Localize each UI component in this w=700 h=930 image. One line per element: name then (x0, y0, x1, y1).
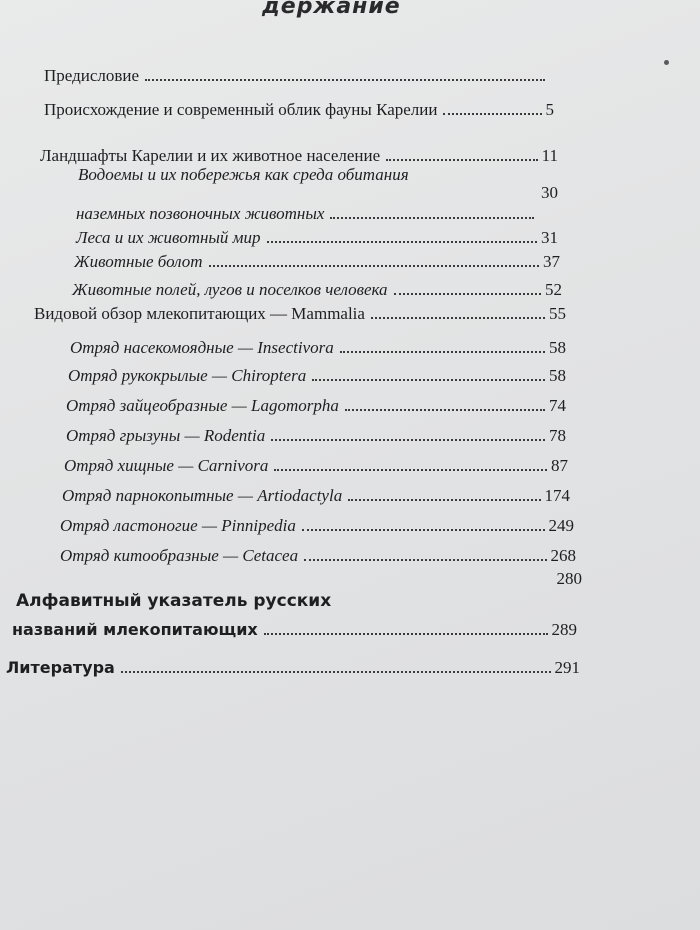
toc-entry-artiodactyla[interactable] (62, 486, 570, 506)
toc-entry-text: Ландшафты Карелии и их животное население (40, 146, 381, 165)
toc-entry-text: наземных позвоночных животных (76, 204, 325, 223)
toc-entry-page: 52 (545, 280, 562, 299)
toc-entry-text: Алфавитный указатель русских (16, 591, 332, 611)
toc-entry-text: Отряд грызуны — Rodentia (66, 426, 266, 445)
dot-leader (443, 113, 541, 115)
toc-entry-page: 58 (549, 366, 566, 385)
toc-entry-rodentia[interactable] (66, 426, 566, 446)
toc-entry-text: названий млекопитающих (12, 620, 258, 639)
toc-entry-literature[interactable] (6, 658, 580, 678)
toc-entry-text: Отряд рукокрылые — Chiroptera (68, 366, 307, 385)
toc-entry-text: Водоемы и их побережья как среда обитания (78, 165, 409, 184)
toc-entry-origin[interactable] (44, 100, 554, 120)
toc-entry-text: Отряд хищные — Carnivora (64, 456, 269, 475)
toc-entry-page: 174 (544, 486, 570, 505)
toc-entry-water-line1[interactable] (78, 164, 558, 202)
toc-entry-text: Предисловие (44, 66, 140, 85)
dot-leader (121, 671, 551, 673)
dot-leader (274, 469, 547, 471)
toc-entry-text: Отряд насекомоядные — Insectivora (70, 338, 334, 357)
toc-entry-page: 78 (549, 426, 566, 445)
toc-entry-page: 291 (554, 658, 580, 677)
toc-entry-text: Происхождение и современный облик фауны Карелии (44, 100, 438, 119)
toc-entry-water-line2[interactable] (76, 204, 538, 224)
toc-entry-page: 249 (548, 516, 574, 535)
dot-leader (209, 265, 539, 267)
toc-entry-page-prev: 280 (556, 569, 582, 588)
toc-entry-carnivora[interactable] (64, 456, 568, 476)
toc-entry-insectivora[interactable] (70, 338, 566, 358)
dot-leader (264, 633, 548, 635)
toc-entry-text: Животные болот (74, 252, 203, 271)
dot-leader (145, 79, 545, 81)
toc-entry-page: 37 (543, 252, 560, 271)
toc-entry-page: 5 (545, 100, 554, 119)
dot-leader (302, 529, 545, 531)
toc-entry-mammals[interactable] (34, 304, 566, 324)
toc-entry-lagomorpha[interactable] (66, 396, 566, 416)
toc-entry-page: 58 (549, 338, 566, 357)
dot-leader (345, 409, 545, 411)
toc-entry-text: Литература (6, 658, 115, 677)
toc-entry-chiroptera[interactable] (68, 366, 566, 386)
toc-entry-text: Отряд китообразные — Cetacea (60, 546, 299, 565)
toc-entry-preface[interactable] (44, 66, 549, 86)
dot-leader (271, 439, 545, 441)
toc-entry-bogs[interactable] (74, 252, 560, 272)
toc-entry-text: Животные полей, лугов и поселков человека (72, 280, 388, 299)
toc-entry-text: Леса и их животный мир (76, 228, 261, 247)
dot-leader (330, 217, 534, 219)
toc-entry-text: Отряд зайцеобразные — Lagomorpha (66, 396, 339, 415)
dot-leader (340, 351, 545, 353)
dot-leader (348, 499, 540, 501)
dot-leader (267, 241, 537, 243)
toc-entry-index-line1[interactable] (16, 569, 582, 612)
dot-leader (386, 159, 537, 161)
toc-entry-page: 55 (549, 304, 566, 323)
toc-entry-text: Отряд ластоногие — Pinnipedia (60, 516, 296, 535)
toc-entry-page: 31 (541, 228, 558, 247)
toc-entry-page: 87 (551, 456, 568, 475)
toc-entry-text: Видовой обзор млекопитающих — Mammalia (34, 304, 365, 323)
toc-entry-page: 289 (551, 620, 577, 639)
toc-entry-page: 30 (541, 183, 558, 202)
toc-entry-cetacea[interactable] (60, 546, 576, 566)
toc-entry-text: Отряд парнокопытные — Artiodactyla (62, 486, 343, 505)
toc-entry-landscapes[interactable] (40, 146, 558, 166)
toc-entry-pinnipedia[interactable] (60, 516, 574, 536)
dot-leader (312, 379, 545, 381)
toc-entry-forests[interactable] (76, 228, 558, 248)
toc-entry-fields[interactable] (72, 280, 562, 300)
page-title: держание (262, 0, 401, 19)
dot-leader (371, 317, 545, 319)
toc-entry-page: 11 (541, 146, 558, 165)
toc-entry-index-line2[interactable] (12, 620, 577, 640)
dot-leader (304, 559, 546, 561)
dot-leader (394, 293, 541, 295)
toc-entry-page: 268 (550, 546, 576, 565)
toc-entry-page: 74 (549, 396, 566, 415)
